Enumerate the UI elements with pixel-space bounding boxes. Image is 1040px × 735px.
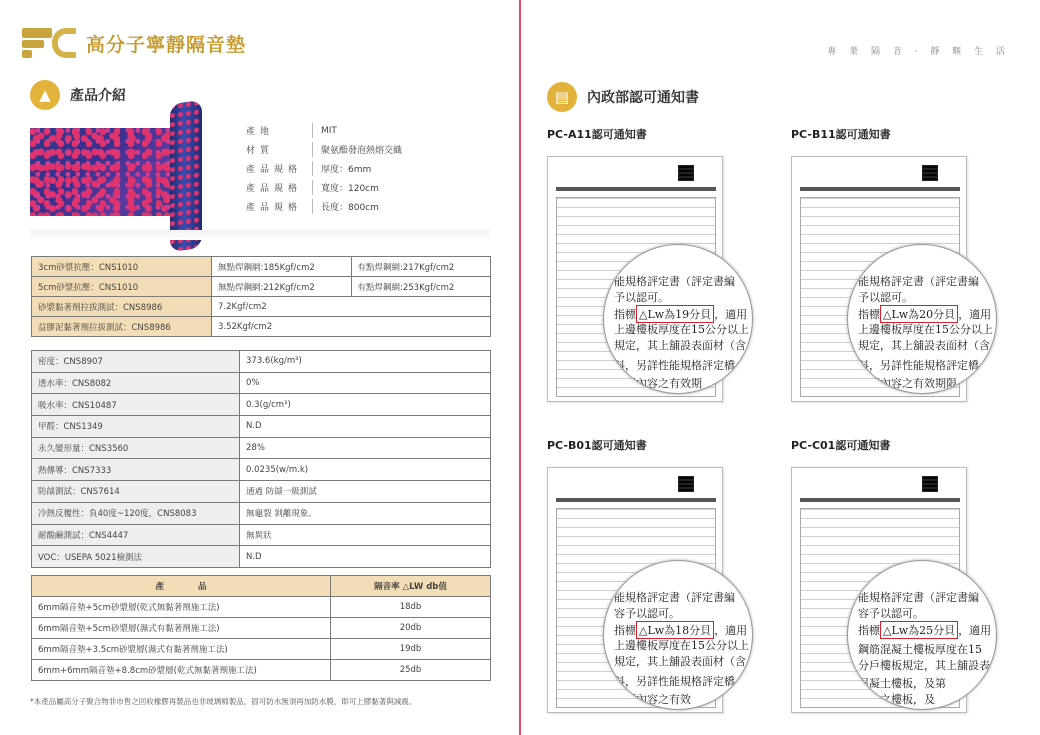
chart-icon: ▲	[30, 80, 60, 110]
table-header-row	[32, 576, 491, 597]
table-row: 益膠泥黏著劑拉拔測試：CNS8986 3.52Kgf/cm2	[32, 317, 491, 337]
spec-row: 材質 聚氨酯發泡熱熔交織	[246, 140, 402, 159]
table-row: 3cm砂漿抗壓：CNS1010 無點焊鋼網:185Kgf/cm2 有點焊鋼網:217Kgf/cm2	[32, 257, 491, 277]
table-row: 冷熱反覆性：負40度~120度，CNS8083 無龜裂 剝離現象。	[32, 502, 491, 524]
table-row: 耐酸鹼測試：CNS4447 無異狀	[32, 524, 491, 546]
brand-logo-icon	[22, 26, 78, 60]
table-row: 密度：CNS8907 373.6(kg/m³)	[32, 351, 491, 373]
qr-code-icon	[678, 476, 694, 492]
spec-row: 產品規格 長度：800cm	[246, 197, 402, 216]
product-photo	[30, 128, 176, 216]
spec-row: 產地 MIT	[246, 121, 402, 140]
lw-value-highlight: △Lw為19分貝	[636, 305, 714, 323]
lw-value-highlight: △Lw為18分貝	[636, 621, 714, 639]
table-row: 吸水率：CNS10487 0.3(g/cm³)	[32, 394, 491, 416]
table-row: 透水率：CNS8082 0%	[32, 372, 491, 394]
separator	[30, 230, 490, 240]
brand-title: 高分子寧靜隔音墊	[86, 33, 247, 56]
footnote: *本產品屬高分子聚合物非市售之回收橡膠再製品也非玻璃棉製品，固可防水無須再加防水膜，即可上膠黏著與減震。	[30, 697, 417, 706]
spec-list	[246, 121, 402, 216]
section-title: 產品介紹	[70, 88, 126, 104]
strength-table	[31, 256, 491, 337]
lw-value-highlight: △Lw為25分貝	[880, 621, 958, 639]
column-header-product: 產 品	[32, 576, 331, 597]
cert-label: PC-A11認可通知書	[547, 128, 647, 141]
magnifier-callout: 能規格評定書（評定書編 容予以認可。 指標 △Lw為25分貝 ，適用 鋼筋混凝土樓板厚度在15 分戶樓板規定，其上舖設表 混凝土樓板，及第 樓房之樓板，及	[847, 560, 997, 710]
table-row: 6mm+6mm隔音墊+8.8cm砂漿層(乾式無黏著劑施工法) 25db	[32, 660, 491, 681]
qr-code-icon	[922, 165, 938, 181]
property-table	[31, 350, 491, 568]
section-title: 內政部認可通知書	[587, 90, 699, 106]
table-row: 6mm隔音墊+5cm砂漿層(濕式有黏著劑施工法) 20db	[32, 618, 491, 639]
tagline: 專 業 隔 音 · 靜 暱 生 活	[827, 47, 1010, 57]
column-header-value: 隔音率 △LW db值	[331, 576, 491, 597]
table-row: VOC：USEPA 5021檢測法 N.D	[32, 546, 491, 568]
magnifier-callout: 能規格評定書（評定書編 容予以認可。 指標 △Lw為18分貝 ，適用 上邊樓板厚度在15公分以上 規定，其上舖設表面材（含 料，另詳性能規格評定橋 認可內容之有效	[603, 560, 753, 710]
document-icon: ▤	[547, 82, 577, 112]
product-intro-heading	[30, 80, 126, 110]
right-page	[521, 0, 1040, 735]
magnifier-callout: 能規格評定書（評定書編 予以認可。 指標 △Lw為20分貝 ，適用 上邊樓板厚度在15公分以上 規定，其上舖設表面材（含 料，另詳性能規格評定橋 認可內容之有效期限	[847, 244, 997, 394]
cert-label: PC-B11認可通知書	[791, 128, 891, 141]
table-row: 6mm隔音墊+3.5cm砂漿層(濕式有黏著劑施工法) 19db	[32, 639, 491, 660]
sound-insulation-table	[31, 575, 491, 681]
qr-code-icon	[922, 476, 938, 492]
certificates-heading	[547, 82, 699, 112]
table-row: 5cm砂漿抗壓：CNS1010 無點焊鋼網:212Kgf/cm2 有點焊鋼網:253Kgf/cm2	[32, 277, 491, 297]
table-row: 熱傳導：CNS7333 0.0235(w/m.k)	[32, 459, 491, 481]
lw-value-highlight: △Lw為20分貝	[880, 305, 958, 323]
spec-row: 產品規格 寬度：120cm	[246, 178, 402, 197]
brand	[22, 26, 246, 60]
table-row: 甲醛：CNS1349 N.D	[32, 416, 491, 438]
magnifier-callout: 能規格評定書（評定書編 予以認可。 指標 △Lw為19分貝 ，適用 上邊樓板厚度在15公分以上 規定，其上舖設表面材（含 料，另詳性能規格評定橋 認可內容之有效期	[603, 244, 753, 394]
table-row: 6mm隔音墊+5cm砂漿層(乾式無黏著劑施工法) 18db	[32, 597, 491, 618]
cert-label: PC-B01認可通知書	[547, 439, 647, 452]
cert-label: PC-C01認可通知書	[791, 439, 891, 452]
table-row: 防燄測試：CNS7614 通過 防燄一級測試	[32, 481, 491, 503]
table-row: 永久變形量：CNS3560 28%	[32, 437, 491, 459]
qr-code-icon	[678, 165, 694, 181]
spec-row: 產品規格 厚度：6mm	[246, 159, 402, 178]
table-row: 砂漿黏著劑拉拔測試：CNS8986 7.2Kgf/cm2	[32, 297, 491, 317]
